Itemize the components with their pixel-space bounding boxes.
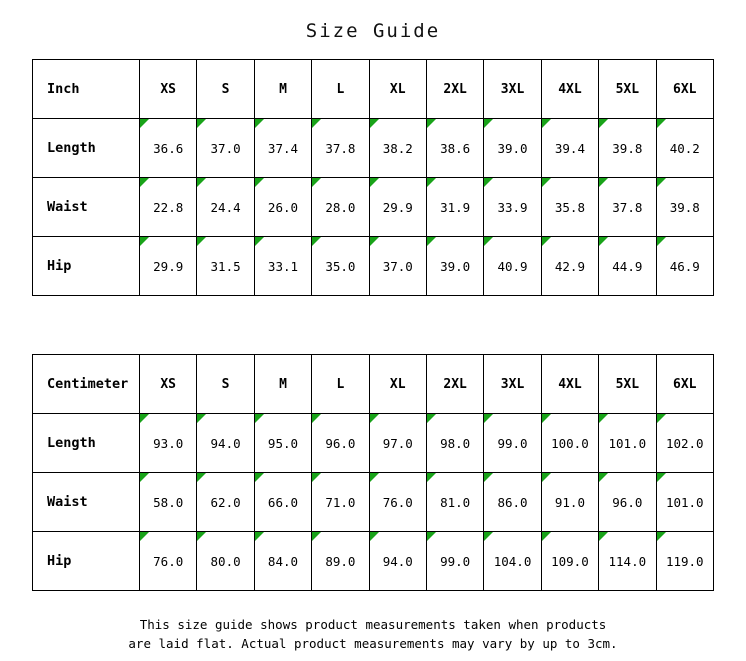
table-cell: 29.9 [369,178,426,237]
table-row [33,237,714,296]
table-cell: 91.0 [541,473,598,532]
table-cell: 31.5 [197,237,254,296]
size-table-inch [32,59,714,296]
table-cell: 94.0 [369,532,426,591]
table-spacer [0,296,746,354]
unit-label-centimeter: Centimeter [33,355,140,414]
column-header: XL [369,355,426,414]
table-cell: 93.0 [140,414,197,473]
table-cell: 33.1 [254,237,311,296]
table-cell: 99.0 [484,414,541,473]
column-header: M [254,60,311,119]
column-header: 2XL [426,355,483,414]
page-title: Size Guide [305,20,441,42]
table-cell: 96.0 [599,473,656,532]
column-header: XS [140,60,197,119]
size-table-centimeter [32,354,714,591]
table-cell: 101.0 [656,473,713,532]
table-cell: 36.6 [140,119,197,178]
column-header: L [312,355,369,414]
table-cell: 44.9 [599,237,656,296]
column-header: 6XL [656,355,713,414]
table-header-row [33,355,714,414]
table-cell: 46.9 [656,237,713,296]
column-header: 3XL [484,355,541,414]
table-row [33,473,714,532]
table-cell: 104.0 [484,532,541,591]
table-cell: 38.6 [426,119,483,178]
column-header: S [197,355,254,414]
table-cell: 101.0 [599,414,656,473]
table-cell: 58.0 [140,473,197,532]
table-cell: 37.8 [312,119,369,178]
table-header-row [33,60,714,119]
table-row [33,414,714,473]
column-header: S [197,60,254,119]
table-cell: 33.9 [484,178,541,237]
table-cell: 28.0 [312,178,369,237]
table-cell: 31.9 [426,178,483,237]
table-cell: 119.0 [656,532,713,591]
table-cell: 80.0 [197,532,254,591]
table-cell: 71.0 [312,473,369,532]
table-cell: 39.8 [656,178,713,237]
column-header: 4XL [541,355,598,414]
table-cell: 35.0 [312,237,369,296]
table-cell: 66.0 [254,473,311,532]
row-label: Length [33,414,140,473]
table-cell: 39.0 [484,119,541,178]
table-cell: 98.0 [426,414,483,473]
table-cell: 97.0 [369,414,426,473]
table-cell: 35.8 [541,178,598,237]
table-cell: 42.9 [541,237,598,296]
footnote [0,615,746,653]
table-cell: 84.0 [254,532,311,591]
footnote-line-2: are laid flat. Actual product measurements may vary by up to 3cm. [128,636,618,651]
table-cell: 37.8 [599,178,656,237]
table-cell: 114.0 [599,532,656,591]
column-header: 2XL [426,60,483,119]
column-header: 4XL [541,60,598,119]
column-header: XS [140,355,197,414]
table-cell: 40.9 [484,237,541,296]
table-cell: 40.2 [656,119,713,178]
table-cell: 39.4 [541,119,598,178]
row-label: Length [33,119,140,178]
row-label: Hip [33,237,140,296]
table-cell: 94.0 [197,414,254,473]
table-cell: 29.9 [140,237,197,296]
table-cell: 39.0 [426,237,483,296]
table-cell: 22.8 [140,178,197,237]
table-cell: 37.0 [197,119,254,178]
table-row [33,532,714,591]
table-cell: 26.0 [254,178,311,237]
table-cell: 24.4 [197,178,254,237]
table-cell: 99.0 [426,532,483,591]
table-cell: 102.0 [656,414,713,473]
table-cell: 37.0 [369,237,426,296]
column-header: M [254,355,311,414]
column-header: L [312,60,369,119]
row-label: Waist [33,473,140,532]
row-label: Waist [33,178,140,237]
column-header: 5XL [599,60,656,119]
row-label: Hip [33,532,140,591]
table-cell: 96.0 [312,414,369,473]
table-cell: 62.0 [197,473,254,532]
column-header: XL [369,60,426,119]
unit-label-inch: Inch [33,60,140,119]
table-cell: 38.2 [369,119,426,178]
column-header: 5XL [599,355,656,414]
table-cell: 95.0 [254,414,311,473]
footnote-line-1: This size guide shows product measurements taken when products [139,617,607,632]
table-cell: 89.0 [312,532,369,591]
table-cell: 86.0 [484,473,541,532]
table-cell: 81.0 [426,473,483,532]
column-header: 6XL [656,60,713,119]
table-cell: 100.0 [541,414,598,473]
column-header: 3XL [484,60,541,119]
table-row [33,119,714,178]
table-cell: 109.0 [541,532,598,591]
table-cell: 76.0 [369,473,426,532]
table-cell: 39.8 [599,119,656,178]
table-cell: 37.4 [254,119,311,178]
table-row [33,178,714,237]
table-cell: 76.0 [140,532,197,591]
